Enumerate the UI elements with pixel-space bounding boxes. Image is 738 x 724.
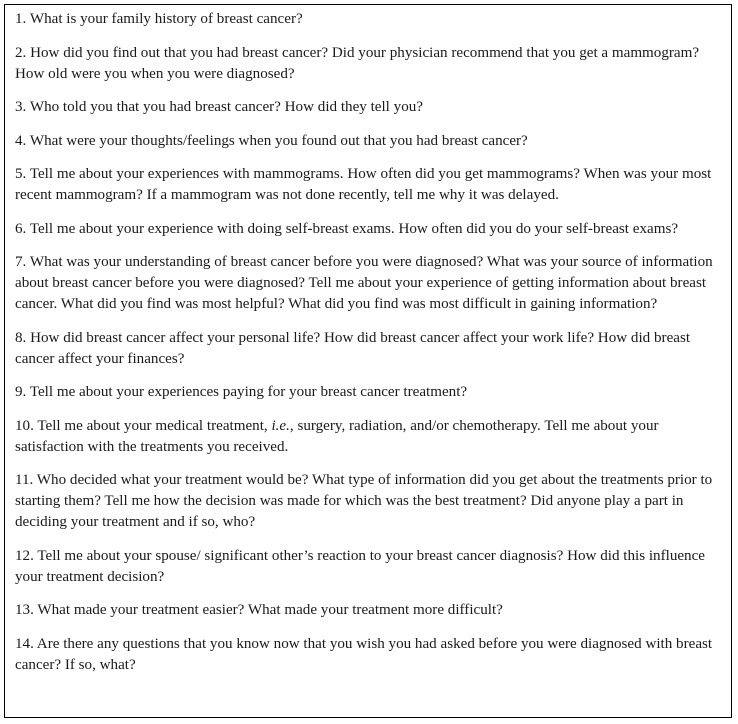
- question-9: 9. Tell me about your experiences paying for your breast cancer treatment?: [15, 384, 468, 400]
- question-6: 6. Tell me about your experience with doing self-breast exams. How often did you do your self-breast exams?: [15, 220, 679, 237]
- question-11: 11. Who decided what your treatment would be? What type of information did you get about the treatments prior to starting them? Tell me how the decision was made for which was the best treatment? Did anyone play a part in deciding your treatment and if so, who?: [15, 472, 713, 530]
- question-10-lead: 10. Tell me about your medical treatment,: [15, 417, 272, 434]
- question-7: 7. What was your understanding of breast cancer before you were diagnosed? What was your source of information about breast cancer before you were diagnosed? Tell me about your experience of getting information about breast cancer. What did you find was most helpful? What did you find was most difficult in gaining information?: [15, 254, 713, 312]
- question-4: 4. What were your thoughts/feelings when you found out that you had breast cancer?: [15, 132, 528, 149]
- question-14: 14. Are there any questions that you know now that you wish you had asked before you were diagnosed with breast cancer? If so, what?: [15, 635, 713, 673]
- question-list-box: [4, 4, 732, 718]
- question-10-italic: i.e.: [271, 417, 290, 434]
- question-12: 12. Tell me about your spouse/ significant other’s reaction to your breast cancer diagnosis? How did this influence your treatment decision?: [15, 547, 706, 585]
- question-2: 2. How did you find out that you had breast cancer? Did your physician recommend that you get a mammogram? How old were you when you were diagnosed?: [15, 44, 700, 82]
- question-1: 1. What is your family history of breast cancer?: [15, 11, 303, 27]
- question-3: 3. Who told you that you had breast cancer? How did they tell you?: [15, 99, 423, 115]
- question-10-rest: , surgery, radiation, and/or chemotherapy. Tell me about your satisfaction with the treatments you received.: [15, 417, 659, 455]
- question-5: 5. Tell me about your experiences with mammograms. How often did you get mammograms? When was your most recent mammogram? If a mammogram was not done recently, tell me why it was delayed.: [15, 166, 712, 203]
- question-8: 8. How did breast cancer affect your personal life? How did breast cancer affect your work life? How did breast cancer affect your finances?: [15, 329, 691, 367]
- question-13: 13. What made your treatment easier? What made your treatment more difficult?: [15, 602, 503, 618]
- question-10: [15, 416, 723, 458]
